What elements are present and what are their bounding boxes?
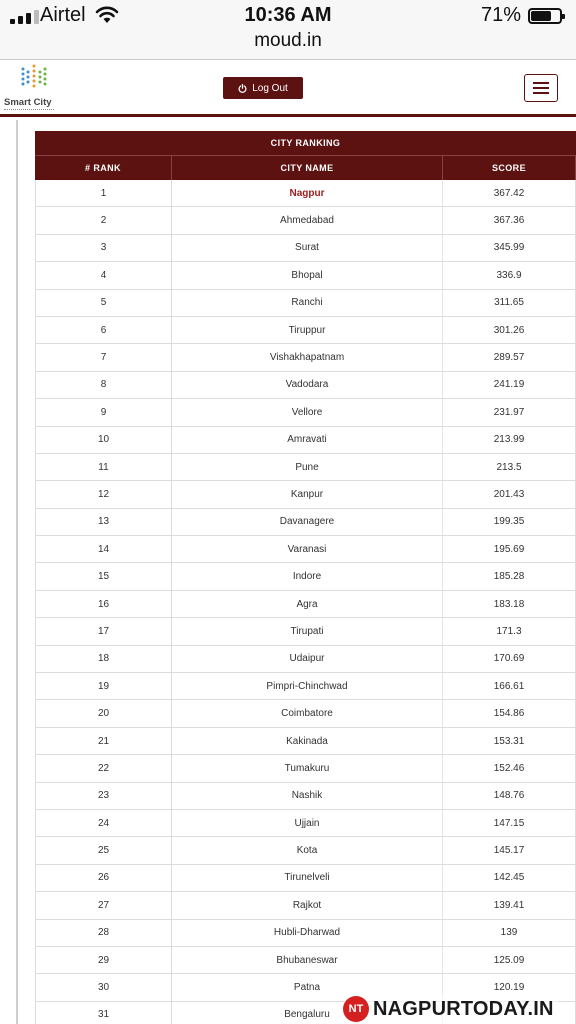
rank-cell: 26 <box>35 865 172 891</box>
score-cell: 154.86 <box>443 700 576 726</box>
score-cell: 195.69 <box>443 536 576 562</box>
city-name-cell: Vadodara <box>172 372 443 398</box>
city-name-cell: Tiruppur <box>172 317 443 343</box>
city-name-cell: Kakinada <box>172 728 443 754</box>
score-cell: 336.9 <box>443 262 576 288</box>
battery-icon <box>528 8 562 24</box>
table-row <box>35 207 576 234</box>
table-row <box>35 646 576 673</box>
rank-cell: 6 <box>35 317 172 343</box>
rank-cell: 5 <box>35 290 172 316</box>
table-row <box>35 180 576 207</box>
ios-status-bar <box>0 0 576 60</box>
table-row <box>35 728 576 755</box>
table-row <box>35 673 576 700</box>
address-bar-url[interactable]: moud.in <box>254 30 322 51</box>
rank-cell: 27 <box>35 892 172 918</box>
table-title: CITY RANKING <box>35 131 576 155</box>
score-cell: 367.36 <box>443 207 576 233</box>
city-name-cell: Tumakuru <box>172 755 443 781</box>
city-name-cell: Bhopal <box>172 262 443 288</box>
score-cell: 231.97 <box>443 399 576 425</box>
rank-cell: 16 <box>35 591 172 617</box>
score-cell: 171.3 <box>443 618 576 644</box>
rank-cell: 4 <box>35 262 172 288</box>
score-cell: 289.57 <box>443 344 576 370</box>
carrier-name: Airtel <box>40 4 86 26</box>
city-name-cell: Nagpur <box>172 180 443 206</box>
score-cell: 199.35 <box>443 509 576 535</box>
rank-cell: 8 <box>35 372 172 398</box>
rank-cell: 9 <box>35 399 172 425</box>
rank-cell: 18 <box>35 646 172 672</box>
score-cell: 145.17 <box>443 837 576 863</box>
column-header-rank: # RANK <box>35 156 172 180</box>
city-name-cell: Tirunelveli <box>172 865 443 891</box>
table-row <box>35 865 576 892</box>
score-cell: 139.41 <box>443 892 576 918</box>
city-name-cell: Kanpur <box>172 481 443 507</box>
table-row <box>35 947 576 974</box>
score-cell: 301.26 <box>443 317 576 343</box>
city-name-cell: Vellore <box>172 399 443 425</box>
score-cell: 311.65 <box>443 290 576 316</box>
rank-cell: 10 <box>35 427 172 453</box>
table-row <box>35 837 576 864</box>
score-cell: 213.5 <box>443 454 576 480</box>
rank-cell: 20 <box>35 700 172 726</box>
score-cell: 152.46 <box>443 755 576 781</box>
rank-cell: 29 <box>35 947 172 973</box>
table-row <box>35 372 576 399</box>
table-row <box>35 536 576 563</box>
table-row <box>35 317 576 344</box>
city-name-cell: Indore <box>172 563 443 589</box>
rank-cell: 11 <box>35 454 172 480</box>
score-cell: 147.15 <box>443 810 576 836</box>
rank-cell: 3 <box>35 235 172 261</box>
rank-cell: 19 <box>35 673 172 699</box>
smart-city-logo-mark-icon <box>20 63 50 93</box>
city-name-cell: Tirupati <box>172 618 443 644</box>
score-cell: 125.09 <box>443 947 576 973</box>
rank-cell: 15 <box>35 563 172 589</box>
table-row <box>35 427 576 454</box>
table-row <box>35 618 576 645</box>
score-cell: 139 <box>443 920 576 946</box>
content-left-border <box>16 120 18 1024</box>
table-body <box>35 180 576 1024</box>
table-row <box>35 454 576 481</box>
rank-cell: 14 <box>35 536 172 562</box>
smart-city-logo[interactable] <box>4 63 56 115</box>
city-name-cell: Patna <box>172 974 443 1000</box>
city-ranking-table <box>35 131 576 1024</box>
rank-cell: 23 <box>35 783 172 809</box>
rank-cell: 24 <box>35 810 172 836</box>
city-name-cell: Agra <box>172 591 443 617</box>
rank-cell: 28 <box>35 920 172 946</box>
city-name-cell: Ahmedabad <box>172 207 443 233</box>
rank-cell: 31 <box>35 1002 172 1024</box>
score-cell: 148.76 <box>443 783 576 809</box>
nagpurtoday-watermark <box>343 994 558 1024</box>
score-cell: 120.19 <box>443 974 576 1000</box>
city-name-cell: Varanasi <box>172 536 443 562</box>
rank-cell: 30 <box>35 974 172 1000</box>
table-header-row <box>35 155 576 180</box>
table-row <box>35 481 576 508</box>
rank-cell: 13 <box>35 509 172 535</box>
city-name-cell: Nashik <box>172 783 443 809</box>
city-name-cell: Vishakhapatnam <box>172 344 443 370</box>
rank-cell: 17 <box>35 618 172 644</box>
menu-toggle-button[interactable] <box>524 74 558 102</box>
watermark-text: NAGPURTODAY.IN <box>373 997 554 1020</box>
table-row <box>35 700 576 727</box>
city-name-cell: Coimbatore <box>172 700 443 726</box>
score-cell: 183.18 <box>443 591 576 617</box>
column-header-score: SCORE <box>443 156 576 180</box>
table-row <box>35 920 576 947</box>
city-name-cell: Kota <box>172 837 443 863</box>
score-cell: 142.45 <box>443 865 576 891</box>
table-row <box>35 290 576 317</box>
score-cell: 367.42 <box>443 180 576 206</box>
city-name-cell: Pimpri-Chinchwad <box>172 673 443 699</box>
rank-cell: 1 <box>35 180 172 206</box>
table-row <box>35 810 576 837</box>
rank-cell: 2 <box>35 207 172 233</box>
table-row <box>35 235 576 262</box>
table-row <box>35 563 576 590</box>
table-row <box>35 262 576 289</box>
rank-cell: 21 <box>35 728 172 754</box>
table-row <box>35 783 576 810</box>
score-cell: 166.61 <box>443 673 576 699</box>
rank-cell: 25 <box>35 837 172 863</box>
nt-logo-badge: NT <box>343 996 369 1022</box>
table-row <box>35 755 576 782</box>
city-name-cell: Rajkot <box>172 892 443 918</box>
city-name-cell: Davanagere <box>172 509 443 535</box>
city-name-cell: Bhubaneswar <box>172 947 443 973</box>
city-name-cell: Ranchi <box>172 290 443 316</box>
city-name-cell: Udaipur <box>172 646 443 672</box>
rank-cell: 12 <box>35 481 172 507</box>
logo-tagline-decoration <box>4 109 54 112</box>
rank-cell: 7 <box>35 344 172 370</box>
city-name-cell: Pune <box>172 454 443 480</box>
table-row <box>35 344 576 371</box>
score-cell: 201.43 <box>443 481 576 507</box>
city-name-cell: Bengaluru <box>172 1002 443 1024</box>
table-row <box>35 399 576 426</box>
score-cell: 153.31 <box>443 728 576 754</box>
city-name-cell: Hubli-Dharwad <box>172 920 443 946</box>
score-cell: 185.28 <box>443 563 576 589</box>
column-header-city-name: CITY NAME <box>172 156 443 180</box>
battery-percent: 71% <box>480 4 521 26</box>
status-time: 10:36 AM <box>244 4 332 26</box>
logout-label: Log Out <box>252 82 288 94</box>
logo-text: Smart City <box>4 97 52 108</box>
score-cell: 345.99 <box>443 235 576 261</box>
table-row <box>35 509 576 536</box>
city-name-cell: Ujjain <box>172 810 443 836</box>
logout-button[interactable] <box>223 77 303 99</box>
table-row <box>35 892 576 919</box>
rank-cell: 22 <box>35 755 172 781</box>
score-cell: 213.99 <box>443 427 576 453</box>
city-name-cell: Amravati <box>172 427 443 453</box>
score-cell: 241.19 <box>443 372 576 398</box>
table-row <box>35 591 576 618</box>
site-header <box>0 61 576 117</box>
city-name-cell: Surat <box>172 235 443 261</box>
score-cell: 170.69 <box>443 646 576 672</box>
power-icon <box>238 84 247 93</box>
